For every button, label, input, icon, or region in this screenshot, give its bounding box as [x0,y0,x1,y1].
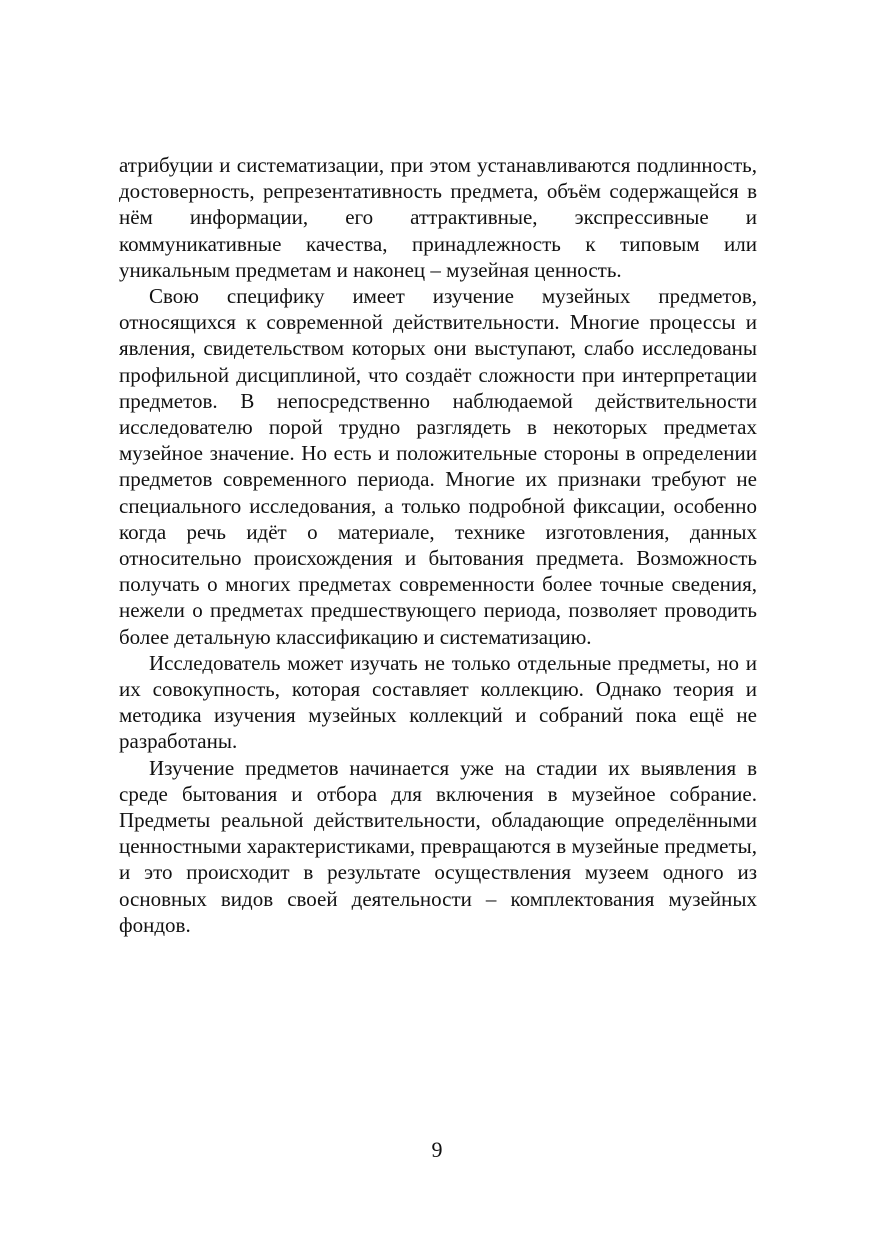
paragraph-4: Изучение предметов начинается уже на стадии их выявления в среде бытования и отбора для включения в музейное собрание. Предметы реальной действительности, обладающие определёнными ценностными характеристиками, превращаются в музейные предметы, и это происходит в результате осуществления музеем одного из основных видов своей деятельности – комплектования музейных фондов. [119,755,757,937]
paragraph-2: Свою специфику имеет изучение музейных предметов, относящихся к современной действительности. Многие процессы и явления, свидетельством которых они выступают, слабо исследованы профильной дисциплиной, что создаёт сложности при интерпретации предметов. В непосредственно наблюдаемой действительности исследователю порой трудно разглядеть в некоторых предметах музейное значение. Но есть и положительные стороны в определении предметов современного периода. Многие их признаки требуют не специального исследования, а только подробной фиксации, особенно когда речь идёт о материале, технике изготовления, данных относительно происхождения и бытования предмета. Возможность получать о многих предметах современности более точные сведения, нежели о предметах предшествующего периода, позволяет проводить более детальную классификацию и систематизацию. [119,284,757,649]
paragraph-3: Исследователь может изучать не только отдельные предметы, но и их совокупность, которая составляет коллекцию. Однако теория и методика изучения музейных коллекций и собраний пока ещё не разработаны. [119,650,757,754]
body-text [119,152,757,938]
paragraph-1: атрибуции и систематизации, при этом устанавливаются подлинность, достоверность, репрезентативность предмета, объём содержащейся в нём информации, его аттрактивные, экспрессивные и коммуникативные качества, принадлежность к типовым или уникальным предметам и наконец – музейная ценность. [119,153,757,282]
page-number: 9 [431,1137,443,1162]
